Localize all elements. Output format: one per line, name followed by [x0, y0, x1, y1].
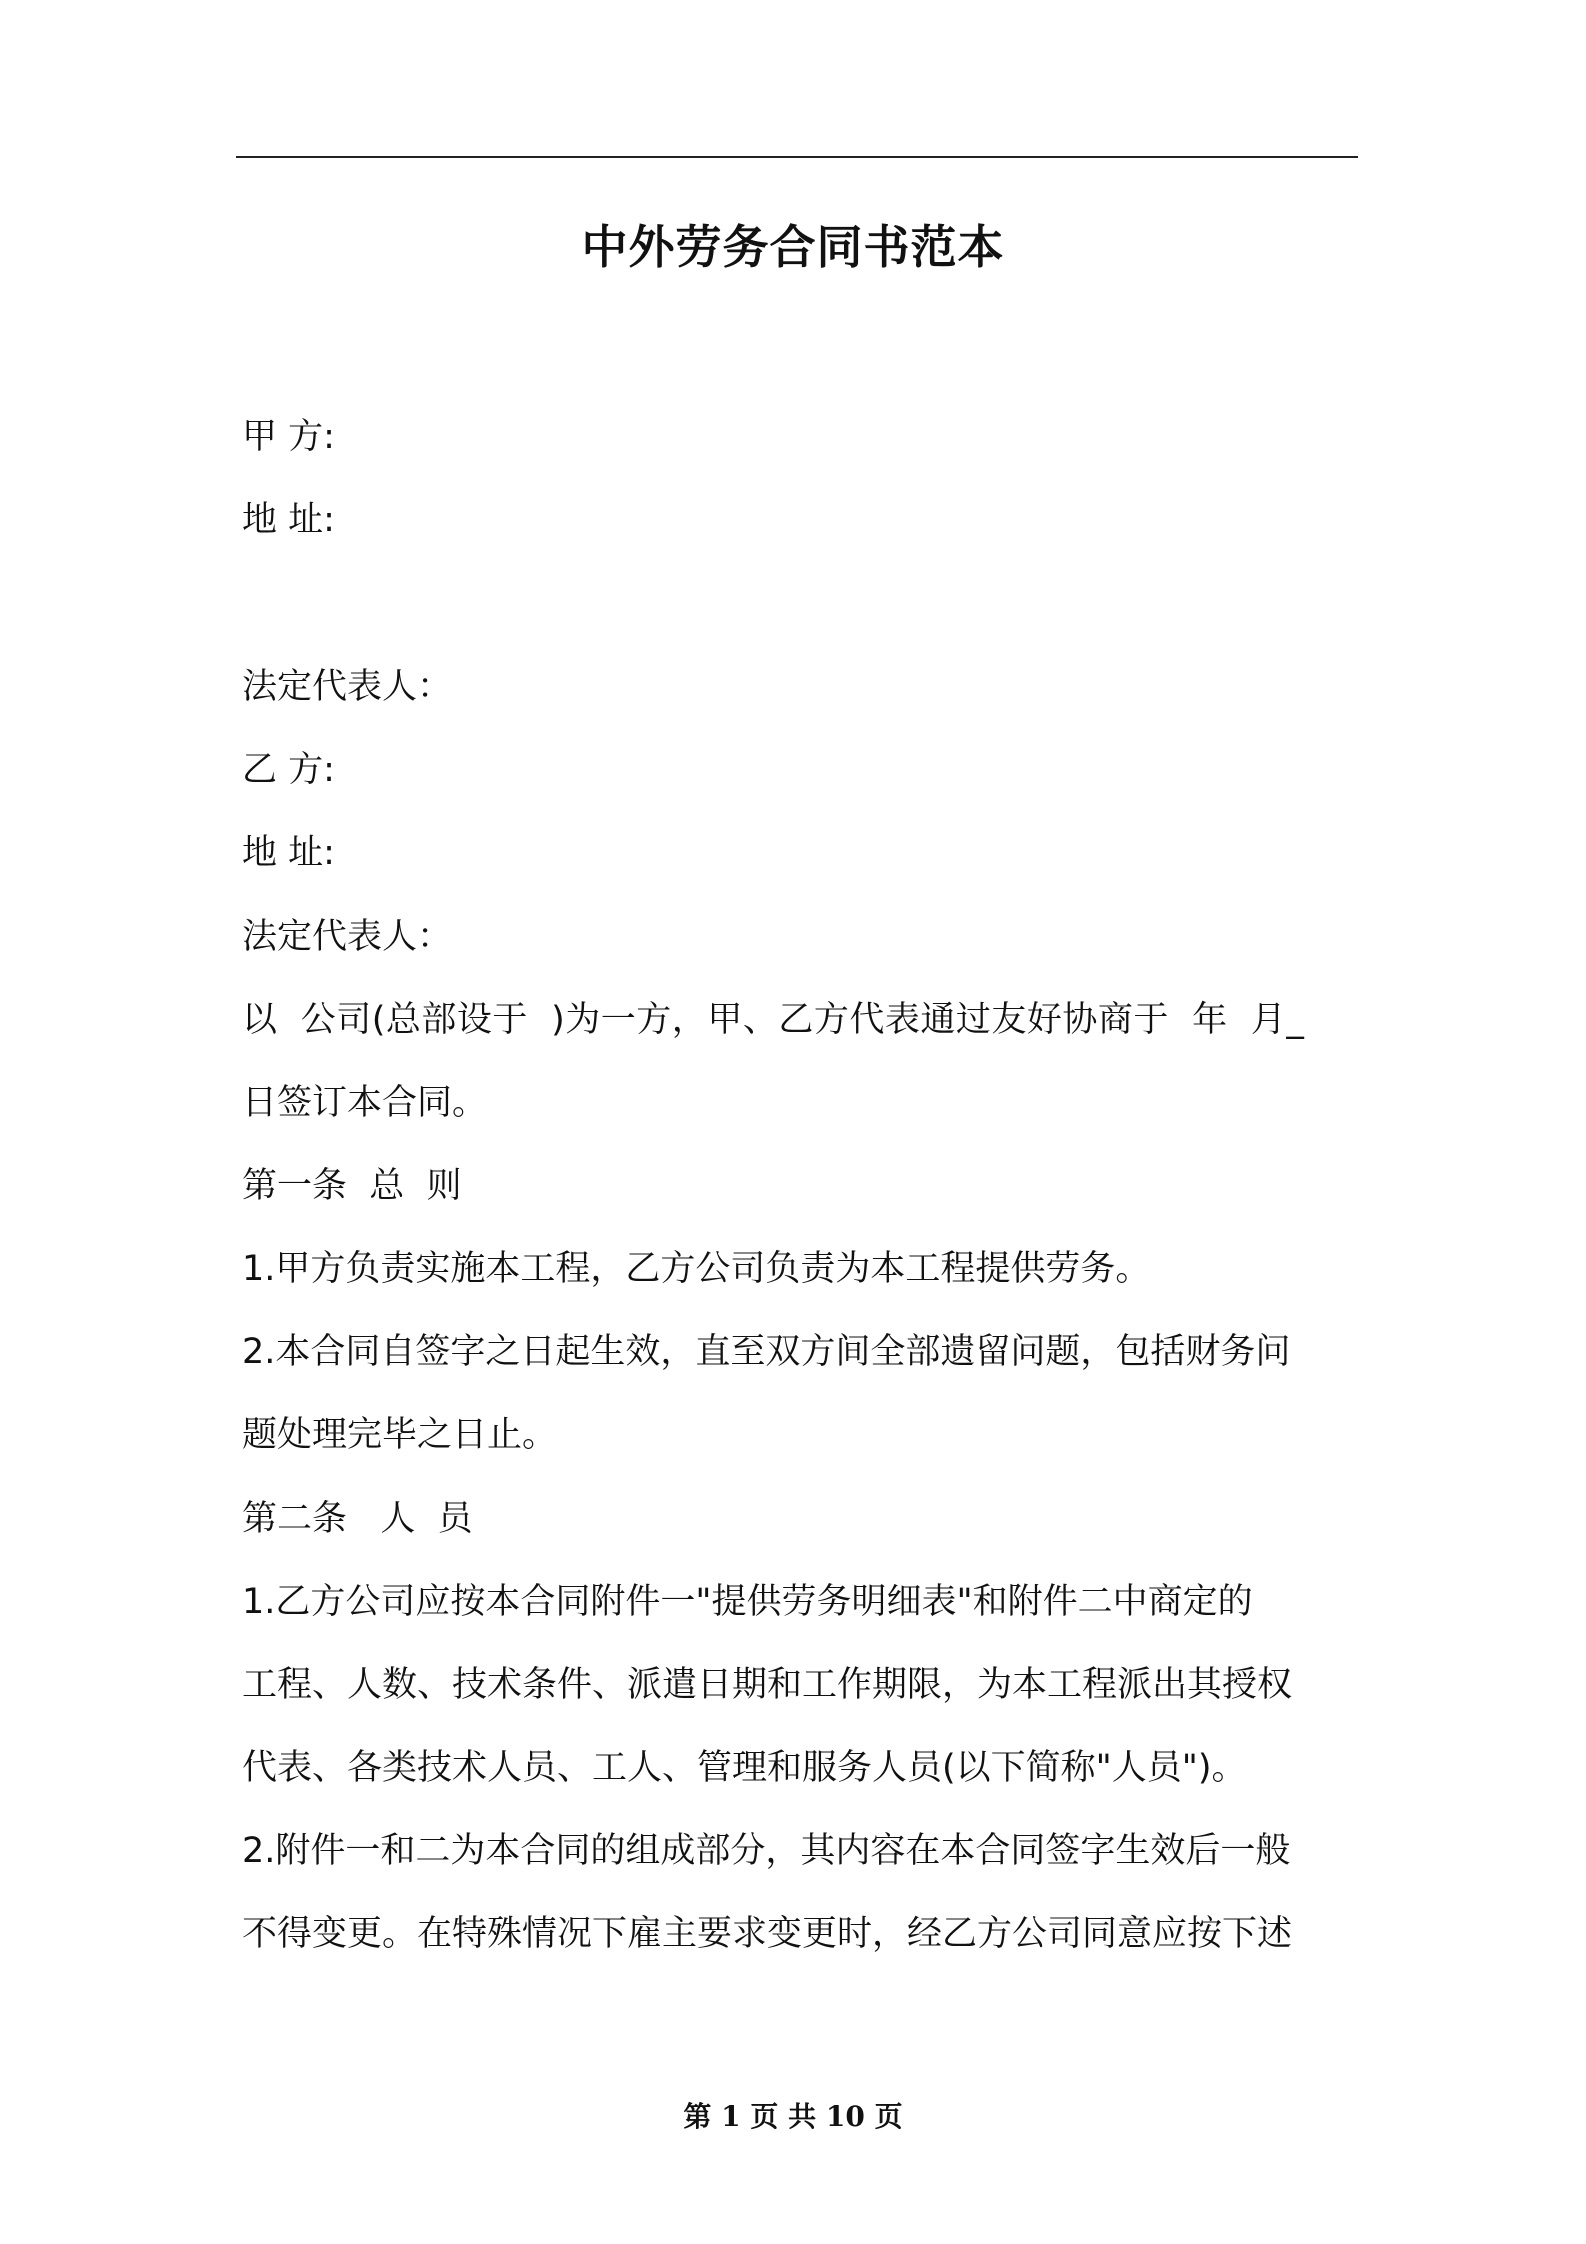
party-a-representative-line: 法定代表人： [242, 667, 453, 707]
article-1-heading: 第一条 总 则 [242, 1166, 462, 1206]
party-a-line: 甲 方: [242, 417, 335, 457]
article-1-clause-2-line-2: 题处理完毕之日止。 [242, 1415, 558, 1455]
article-2-clause-1-line-2: 工程、人数、技术条件、派遣日期和工作期限，为本工程派出其授权 [242, 1665, 1293, 1705]
document-title: 中外劳务合同书范本 [581, 220, 1005, 274]
preamble-line-1: 以 公司(总部设于 )为一方，甲、乙方代表通过友好协商于 年 月_ [242, 1000, 1305, 1040]
article-1-clause-2-line-1: 2.本合同自签字之日起生效，直至双方间全部遗留问题，包括财务问 [242, 1332, 1291, 1372]
article-2-clause-2-line-2: 不得变更。在特殊情况下雇主要求变更时，经乙方公司同意应按下述 [242, 1914, 1293, 1954]
article-2-clause-1-line-1: 1.乙方公司应按本合同附件一"提供劳务明细表"和附件二中商定的 [242, 1582, 1253, 1622]
article-2-clause-2-line-1: 2.附件一和二为本合同的组成部分，其内容在本合同签字生效后一般 [242, 1831, 1291, 1871]
party-a-address-line: 地 址: [242, 500, 335, 540]
party-b-representative-line: 法定代表人： [242, 917, 453, 957]
preamble-line-2: 日签订本合同。 [242, 1083, 488, 1123]
article-2-clause-1-line-3: 代表、各类技术人员、工人、管理和服务人员(以下简称"人员")。 [242, 1748, 1247, 1788]
party-b-line: 乙 方: [242, 750, 335, 790]
article-2-heading: 第二条 人 员 [242, 1499, 473, 1539]
header-rule [236, 156, 1358, 158]
page-number-footer: 第 1 页 共 10 页 [683, 2100, 903, 2133]
article-1-clause-1: 1.甲方负责实施本工程，乙方公司负责为本工程提供劳务。 [242, 1249, 1151, 1289]
party-b-address-line: 地 址: [242, 833, 335, 873]
